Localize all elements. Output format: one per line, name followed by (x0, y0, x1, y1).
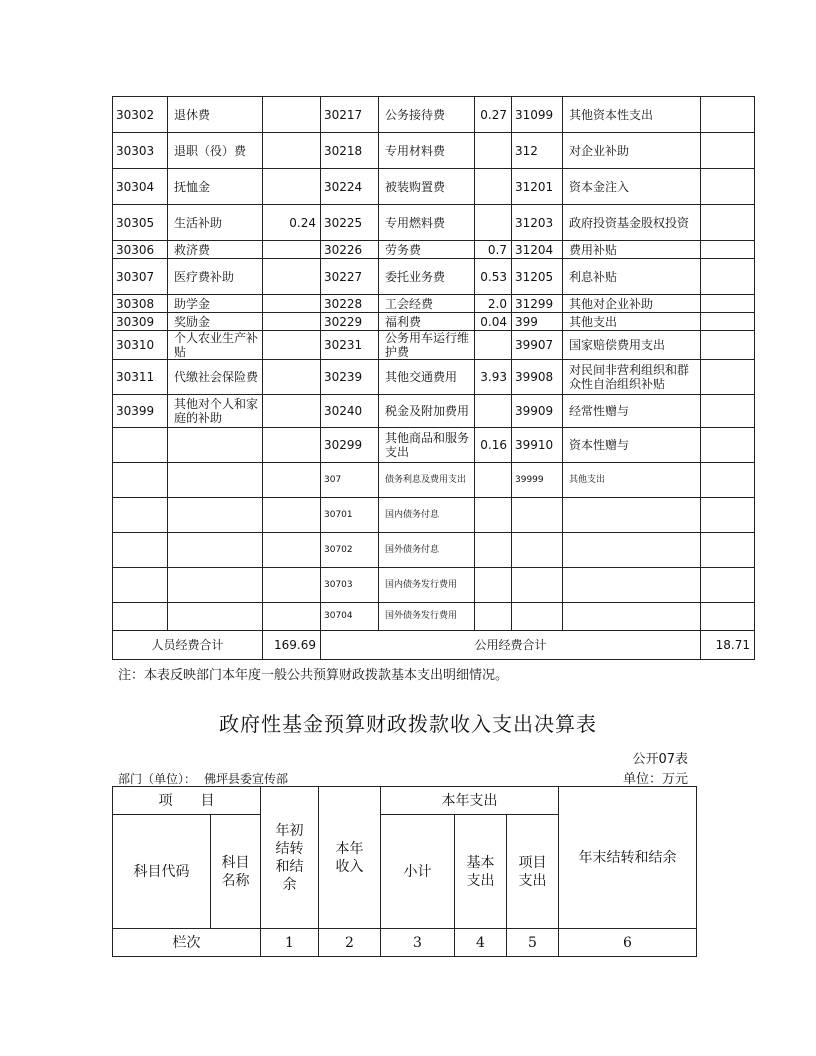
cell-value-2: 0.16 (475, 428, 512, 463)
cell-value-2 (475, 603, 512, 631)
cell-value-1 (263, 295, 321, 313)
cell-code-2: 30225 (321, 205, 379, 241)
table-row (113, 97, 755, 133)
table-row (113, 313, 755, 331)
table-row (113, 331, 755, 360)
cell-code-2: 30229 (321, 313, 379, 331)
cell-name-2: 公务用车运行维护费 (379, 331, 475, 360)
fund-budget-table (112, 786, 697, 957)
cell-name-2: 税金及附加费用 (379, 395, 475, 428)
cell-code-3: 39910 (512, 428, 563, 463)
cell-name-1: 其他对个人和家庭的补助 (168, 395, 263, 428)
cell-code-1: 30305 (113, 205, 168, 241)
cell-name-2: 公务接待费 (379, 97, 475, 133)
header-item: 项 目 (113, 787, 261, 815)
public-total-value: 18.71 (701, 631, 755, 660)
cell-value-3 (701, 331, 755, 360)
cell-code-2: 30702 (321, 533, 379, 568)
col-num-5: 5 (507, 929, 559, 957)
cell-value-3 (701, 533, 755, 568)
cell-value-1 (263, 313, 321, 331)
cell-code-2: 307 (321, 463, 379, 498)
cell-name-3 (563, 568, 701, 603)
col-num-1: 1 (261, 929, 319, 957)
unit-label: 单位：万元 (622, 772, 688, 787)
cell-value-2 (475, 205, 512, 241)
cell-name-3: 对民间非营利组织和群众性自治组织补贴 (563, 360, 701, 395)
cell-name-3: 费用补贴 (563, 241, 701, 259)
cell-code-1 (113, 428, 168, 463)
cell-code-1: 30311 (113, 360, 168, 395)
cell-name-3: 资本金注入 (563, 169, 701, 205)
table-row (113, 295, 755, 313)
cell-code-3: 399 (512, 313, 563, 331)
header-begin-balance: 年初结转和结余 (261, 787, 319, 929)
table-note: 注：本表反映部门本年度一般公共预算财政拨款基本支出明细情况。 (118, 668, 509, 683)
department-name: 佛坪县委宣传部 (204, 772, 289, 786)
cell-code-1 (113, 603, 168, 631)
cell-value-3 (701, 169, 755, 205)
table-row (113, 205, 755, 241)
cell-name-1 (168, 428, 263, 463)
col-num-6: 6 (559, 929, 697, 957)
cell-code-2: 30224 (321, 169, 379, 205)
section-title: 政府性基金预算财政拨款收入支出决算表 (219, 712, 597, 736)
cell-value-2 (475, 498, 512, 533)
cell-name-3: 资本性赠与 (563, 428, 701, 463)
cell-code-1 (113, 463, 168, 498)
cell-name-1 (168, 568, 263, 603)
cell-value-2: 2.0 (475, 295, 512, 313)
cell-code-1: 30303 (113, 133, 168, 169)
cell-value-3 (701, 498, 755, 533)
column-number-row (113, 929, 697, 957)
cell-code-3: 31204 (512, 241, 563, 259)
col-num-3: 3 (381, 929, 455, 957)
table-row (113, 568, 755, 603)
cell-name-1: 个人农业生产补贴 (168, 331, 263, 360)
cell-name-2: 专用材料费 (379, 133, 475, 169)
cell-value-1 (263, 360, 321, 395)
cell-value-2: 0.53 (475, 259, 512, 295)
cell-code-1: 30308 (113, 295, 168, 313)
cell-value-2 (475, 533, 512, 568)
cell-code-3: 31099 (512, 97, 563, 133)
cell-value-3 (701, 603, 755, 631)
cell-name-1: 抚恤金 (168, 169, 263, 205)
cell-value-1 (263, 568, 321, 603)
cell-code-1 (113, 568, 168, 603)
cell-name-2: 国内债务付息 (379, 498, 475, 533)
cell-name-3: 其他支出 (563, 463, 701, 498)
cell-value-1 (263, 331, 321, 360)
cell-value-3 (701, 241, 755, 259)
cell-value-2: 0.04 (475, 313, 512, 331)
col-num-4: 4 (455, 929, 507, 957)
cell-code-2: 30231 (321, 331, 379, 360)
cell-name-1: 救济费 (168, 241, 263, 259)
cell-code-2: 30703 (321, 568, 379, 603)
cell-name-2: 其他商品和服务支出 (379, 428, 475, 463)
cell-name-1 (168, 603, 263, 631)
cell-code-3: 39908 (512, 360, 563, 395)
cell-code-2: 30701 (321, 498, 379, 533)
personnel-total-label: 人员经费合计 (113, 631, 263, 660)
cell-code-3: 31201 (512, 169, 563, 205)
cell-name-2: 专用燃料费 (379, 205, 475, 241)
cell-value-1 (263, 395, 321, 428)
table-row (113, 603, 755, 631)
cell-code-3: 31205 (512, 259, 563, 295)
header-project: 项目支出 (507, 815, 559, 929)
cell-value-3 (701, 133, 755, 169)
cell-value-2: 3.93 (475, 360, 512, 395)
table-row (113, 498, 755, 533)
cell-name-2: 国内债务发行费用 (379, 568, 475, 603)
table-row (113, 533, 755, 568)
header-income: 本年收入 (319, 787, 381, 929)
cell-name-3: 国家赔偿费用支出 (563, 331, 701, 360)
cell-value-2 (475, 169, 512, 205)
cell-name-1: 代缴社会保险费 (168, 360, 263, 395)
cell-value-3 (701, 428, 755, 463)
header-subtotal: 小计 (381, 815, 455, 929)
cell-value-2: 0.7 (475, 241, 512, 259)
cell-value-2: 0.27 (475, 97, 512, 133)
cell-code-3 (512, 533, 563, 568)
cell-name-1 (168, 533, 263, 568)
cell-value-1 (263, 259, 321, 295)
cell-code-1: 30306 (113, 241, 168, 259)
public-total-label: 公用经费合计 (321, 631, 701, 660)
table-number: 公开07表 (632, 752, 688, 767)
cell-code-1 (113, 498, 168, 533)
cell-name-3: 政府投资基金股权投资 (563, 205, 701, 241)
cell-value-1 (263, 603, 321, 631)
header-end-balance: 年末结转和结余 (559, 787, 697, 929)
cell-name-3: 其他资本性支出 (563, 97, 701, 133)
cell-code-1: 30302 (113, 97, 168, 133)
cell-code-3: 31299 (512, 295, 563, 313)
col-row-label: 栏次 (113, 929, 261, 957)
cell-code-2: 30704 (321, 603, 379, 631)
cell-value-1 (263, 533, 321, 568)
totals-row (113, 631, 755, 660)
cell-code-3: 312 (512, 133, 563, 169)
cell-code-2: 30239 (321, 360, 379, 395)
cell-name-3 (563, 603, 701, 631)
cell-value-1 (263, 97, 321, 133)
cell-name-3 (563, 498, 701, 533)
cell-name-3: 其他对企业补助 (563, 295, 701, 313)
cell-name-1: 生活补助 (168, 205, 263, 241)
cell-value-1 (263, 428, 321, 463)
cell-value-3 (701, 295, 755, 313)
table-row (113, 259, 755, 295)
cell-value-3 (701, 568, 755, 603)
table-row (113, 133, 755, 169)
cell-code-2: 30240 (321, 395, 379, 428)
cell-name-2: 国外债务发行费用 (379, 603, 475, 631)
cell-name-3: 对企业补助 (563, 133, 701, 169)
cell-value-2 (475, 331, 512, 360)
cell-value-1 (263, 498, 321, 533)
cell-name-2: 委托业务费 (379, 259, 475, 295)
cell-code-2: 30218 (321, 133, 379, 169)
cell-code-1: 30304 (113, 169, 168, 205)
cell-name-1: 助学金 (168, 295, 263, 313)
cell-value-1 (263, 169, 321, 205)
cell-name-1: 退职（役）费 (168, 133, 263, 169)
table-row (113, 360, 755, 395)
cell-code-3 (512, 568, 563, 603)
cell-value-1 (263, 241, 321, 259)
cell-code-1: 30307 (113, 259, 168, 295)
cell-name-2: 工会经费 (379, 295, 475, 313)
cell-code-1: 30399 (113, 395, 168, 428)
cell-value-3 (701, 97, 755, 133)
cell-code-2: 30299 (321, 428, 379, 463)
cell-value-2 (475, 568, 512, 603)
cell-value-3 (701, 463, 755, 498)
cell-code-3: 31203 (512, 205, 563, 241)
cell-code-2: 30217 (321, 97, 379, 133)
cell-name-1: 退休费 (168, 97, 263, 133)
cell-value-2 (475, 395, 512, 428)
cell-value-2 (475, 463, 512, 498)
cell-name-2: 被装购置费 (379, 169, 475, 205)
header-basic: 基本支出 (455, 815, 507, 929)
cell-name-2: 劳务费 (379, 241, 475, 259)
cell-code-1: 30309 (113, 313, 168, 331)
cell-name-3: 经常性赠与 (563, 395, 701, 428)
cell-value-3 (701, 259, 755, 295)
cell-name-2: 福利费 (379, 313, 475, 331)
cell-value-1 (263, 133, 321, 169)
cell-code-3 (512, 603, 563, 631)
cell-code-1: 30310 (113, 331, 168, 360)
cell-name-2: 国外债务付息 (379, 533, 475, 568)
cell-code-3: 39999 (512, 463, 563, 498)
department-line (118, 770, 288, 787)
cell-value-1 (263, 463, 321, 498)
cell-name-3 (563, 533, 701, 568)
cell-value-3 (701, 360, 755, 395)
cell-code-2: 30227 (321, 259, 379, 295)
cell-name-3: 其他支出 (563, 313, 701, 331)
table-row (113, 241, 755, 259)
cell-value-2 (475, 133, 512, 169)
col-num-2: 2 (319, 929, 381, 957)
cell-value-3 (701, 395, 755, 428)
cell-value-3 (701, 313, 755, 331)
cell-name-1: 医疗费补助 (168, 259, 263, 295)
cell-code-3: 39909 (512, 395, 563, 428)
header-name: 科目名称 (211, 815, 261, 929)
header-expense: 本年支出 (381, 787, 559, 815)
cell-name-2: 债务利息及费用支出 (379, 463, 475, 498)
header-code: 科目代码 (113, 815, 211, 929)
header-row-1 (113, 787, 697, 815)
basic-expense-detail-table (112, 96, 755, 660)
cell-code-3 (512, 498, 563, 533)
department-label: 部门（单位）： (118, 772, 197, 786)
cell-name-1 (168, 498, 263, 533)
cell-value-3 (701, 205, 755, 241)
table-row (113, 463, 755, 498)
cell-name-3: 利息补贴 (563, 259, 701, 295)
cell-name-1: 奖励金 (168, 313, 263, 331)
cell-value-1: 0.24 (263, 205, 321, 241)
cell-name-2: 其他交通费用 (379, 360, 475, 395)
cell-code-1 (113, 533, 168, 568)
cell-code-2: 30228 (321, 295, 379, 313)
cell-name-1 (168, 463, 263, 498)
table-row (113, 395, 755, 428)
table-row (113, 428, 755, 463)
table-row (113, 169, 755, 205)
cell-code-2: 30226 (321, 241, 379, 259)
cell-code-3: 39907 (512, 331, 563, 360)
personnel-total-value: 169.69 (263, 631, 321, 660)
